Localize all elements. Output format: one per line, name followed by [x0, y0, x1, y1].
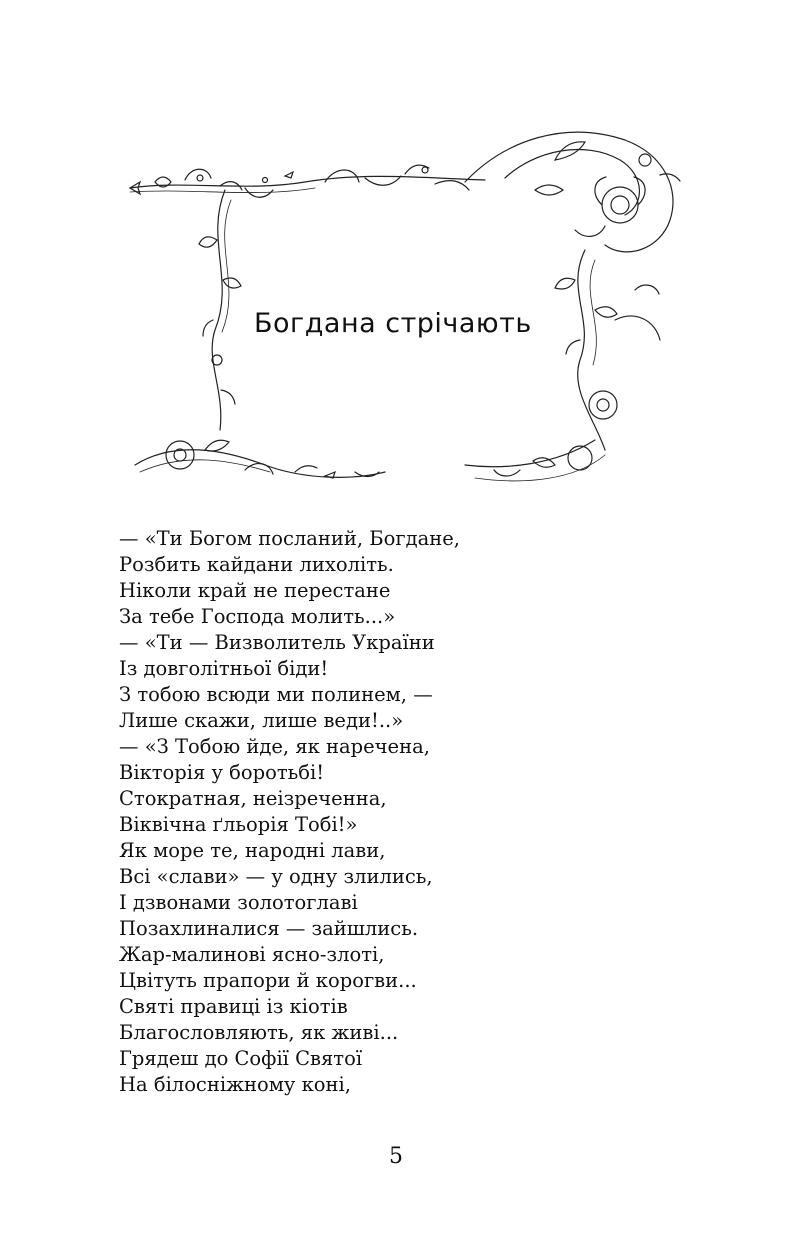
poem-line: І дзвонами золотоглаві: [119, 891, 358, 914]
poem-line: Грядеш до Софії Святої: [119, 1047, 363, 1070]
poem-line: За тебе Господа молить...»: [119, 605, 396, 628]
poem-line: Святі правиці із кіотів: [119, 995, 348, 1018]
poem-line: Розбить кайдани лихоліть.: [119, 553, 394, 576]
poem-line: Із довголітньої біди!: [119, 657, 329, 680]
poem-line: — «Ти Богом посланий, Богдане,: [119, 527, 460, 550]
page-number: 5: [389, 1144, 403, 1169]
poem-text: [119, 526, 460, 1098]
poem-line: Як море те, народні лави,: [119, 839, 386, 862]
poem-line: Жар-малинові ясно-злоті,: [119, 943, 385, 966]
poem-line: Всі «слави» — у одну злились,: [119, 865, 433, 888]
poem-line: Віквічна ґльорія Тобі!»: [119, 813, 358, 836]
chapter-title: Богдана стрічають: [254, 308, 532, 339]
poem-line: Стократная, неізреченна,: [119, 787, 387, 810]
poem-line: Позахлиналися — зайшлись.: [119, 917, 419, 940]
poem-line: На білосніжному коні,: [119, 1073, 351, 1096]
poem-line: — «Ти — Визволитель України: [119, 631, 435, 654]
poem-line: Лише скажи, лише веди!..»: [119, 709, 404, 732]
poem-line: Благословляють, як живі...: [119, 1021, 399, 1044]
poem-line: Вікторія у боротьбі!: [119, 761, 325, 784]
poem-line: — «З Тобою йде, як наречена,: [119, 735, 430, 758]
poem-line: З тобою всюди ми полинем, —: [119, 683, 433, 706]
poem-line: Ніколи край не перестане: [119, 579, 391, 602]
poem-line: Цвітуть прапори й корогви...: [119, 969, 417, 992]
